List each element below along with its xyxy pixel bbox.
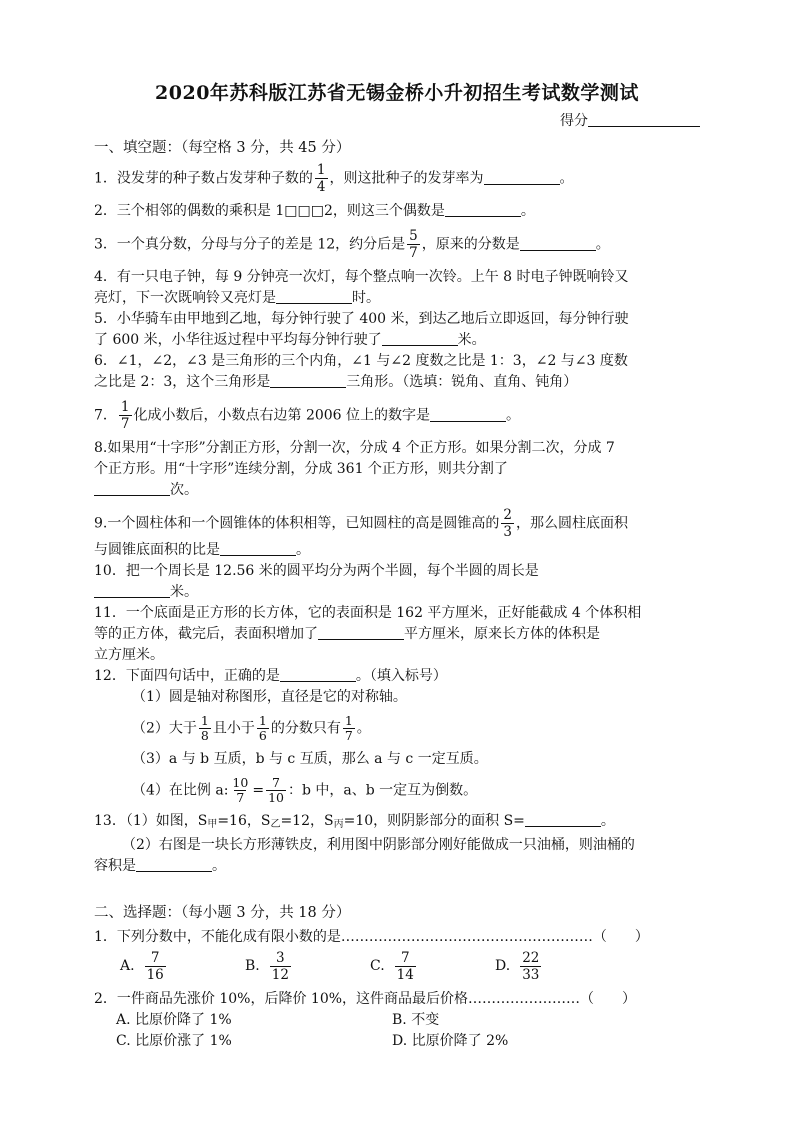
q1-8-line3-post: 次。 [170,482,198,498]
q1-6-line2-post: 三角形。（选填：锐角、直角、钝角） [346,374,578,390]
page-title: 2020年苏科版江苏省无锡金桥小升初招生考试数学测试 [155,82,639,104]
frac-den: 16 [146,967,164,983]
subscript: 甲 [207,819,218,830]
frac-num: 7 [272,775,280,790]
answer-blank[interactable] [136,856,212,872]
question-1-9 [94,507,700,561]
opt2-pre: （2）大于 [132,720,197,737]
section-2-heading: 二、选择题：（每小题 3 分，共 18 分） [94,905,351,921]
option-b[interactable] [245,950,370,983]
q2-2-options [94,1010,700,1052]
option-c[interactable] [370,950,495,983]
subscript: 乙 [270,819,281,830]
q1-9-post: ，那么圆柱底面积 [515,515,628,532]
q1-5-line1: 5．小华骑车由甲地到乙地，每分钟行驶了 400 米，到达乙地后立即返回，每分钟行驶 [94,311,629,327]
q1-11-line2-mid: 平方厘米，原来长方体的体积是 [404,626,600,642]
fraction [257,714,269,743]
q1-9-pre: 9.一个圆柱体和一个圆锥体的体积相等，已知圆柱的高是圆锥高的 [94,515,500,532]
q1-3-pre: 3．一个真分数，分母与分子的差是 12，约分后是 [94,236,406,253]
option-b[interactable]: B. 不变 [392,1012,440,1028]
option-label: B. [245,958,260,974]
option-label: D. [495,958,511,974]
q1-9-line2-pre: 与圆锥底面积的比是 [94,542,220,558]
q1-7-pre: 7． [94,407,117,424]
frac-num: 1 [120,399,130,415]
q1-11-line1: 11．一个底面是正方形的长方体，它的表面积是 162 平方厘米，正好能截成 4 个体积相 [94,605,642,621]
answer-blank[interactable] [94,480,170,496]
frac-den: 10 [268,790,284,805]
answer-blank[interactable] [445,201,521,217]
q2-2-stem: 2．一件商品先涨价 10%，后降价 10%，这件商品最后价格……………………（ ） [94,991,637,1007]
fraction [520,950,541,983]
q1-7-end: 。 [506,407,521,424]
frac-den: 6 [258,728,267,743]
frac-den: 7 [409,245,418,261]
fraction [199,714,211,743]
frac-den: 7 [120,416,130,432]
score-label: 得分 [560,113,588,129]
opt2-mid2: 的分数只有 [270,720,341,737]
opt2-end: 。 [356,720,371,737]
q1-4-line2-post: 时。 [352,290,380,306]
frac-num: 1 [316,162,326,178]
q1-1-end: 。 [559,170,574,187]
frac-den: 33 [522,967,540,983]
question-2-1 [94,927,700,983]
question-1-1 [94,162,700,195]
q1-13-line2: （2）右图是一块长方形薄铁皮，利用图中阴影部分刚好能做成一只油桶，则油桶的 [122,837,635,853]
q1-12-option-4 [94,776,700,805]
q1-10-line1: 10．把一个周长是 12.56 米的圆平均分为两个半圆，每个半圆的周长是 [94,563,539,579]
frac-num: 1 [200,713,209,728]
q1-12-option-2 [94,714,700,743]
fraction [315,162,328,195]
frac-den: 12 [271,967,289,983]
question-2-2 [94,989,700,1052]
option-d[interactable] [495,950,620,983]
fraction [266,776,286,805]
opt4-eq: = [252,782,265,799]
question-1-4 [94,267,700,309]
fraction [145,950,166,983]
q1-5-line2-post: 米。 [457,332,486,348]
frac-num: 3 [276,950,285,966]
fraction [407,228,420,261]
q1-1-pre: 1．没发芽的种子数占发芽种子数的 [94,170,313,187]
fraction [119,399,132,432]
fraction [501,507,514,540]
frac-den: 8 [200,728,209,743]
question-1-5 [94,309,700,351]
answer-blank[interactable] [280,666,356,682]
q1-7-post: 化成小数后，小数点右边第 2006 位上的数字是 [133,407,431,424]
fraction [270,950,291,983]
q1-8-line1: 8.如果用“十字形”分割正方形，分割一次，分成 4 个正方形。如果分割二次，分成 7 [94,440,615,456]
q2-1-stem: 1．下列分数中，不能化成有限小数的是………………………………………………（ ） [94,929,649,945]
q1-3-end: 。 [595,236,610,253]
q1-2-end: 。 [520,203,535,219]
q1-13-mid2: =12，S [280,813,334,829]
q1-12-stem-pre: 12．下面四句话中，正确的是 [94,668,280,684]
q1-6-line1: 6．∠1，∠2，∠3 是三角形的三个内角，∠1 与∠2 度数之比是 1：3，∠2 与∠3 度数 [94,353,628,369]
fraction [395,950,416,983]
score-field [94,110,700,132]
q1-13-end: 。 [600,813,615,829]
frac-num: 7 [150,950,160,966]
q1-1-post: ，则这批种子的发芽率为 [329,170,484,187]
q1-13-mid1: =16，S [217,813,271,829]
subscript: 丙 [333,819,344,830]
answer-blank[interactable] [318,624,404,640]
option-a[interactable] [120,950,245,983]
q1-4-line2-pre: 亮灯，下一次既响铃又亮灯是 [94,290,276,306]
answer-blank[interactable] [525,811,601,827]
frac-num: 2 [503,507,512,523]
q2-1-options [94,950,700,983]
q1-11-line2-pre: 等的正方体，截完后，表面积增加了 [94,626,318,642]
answer-blank[interactable] [94,582,170,598]
q1-6-line2-pre: 之比是 2：3，这个三角形是 [94,374,271,390]
q1-13-line3-end: 。 [212,858,226,874]
q1-9-line2-post: 。 [296,542,310,558]
q1-13-line3-pre: 容积是 [94,858,136,874]
opt4-post: ：b 中，a、b 一定互为倒数。 [287,782,478,799]
q1-10-line2-post: 米。 [170,584,198,600]
frac-num: 22 [522,950,540,966]
fraction [230,776,250,805]
frac-den: 4 [316,179,326,195]
answer-blank[interactable] [484,169,560,185]
fraction [343,714,355,743]
score-blank[interactable] [588,110,700,127]
frac-num: 1 [344,713,353,728]
opt4-pre: （4）在比例 a: [132,782,229,799]
frac-den: 3 [503,524,512,540]
q1-3-post: ，原来的分数是 [421,236,520,253]
question-1-2 [94,201,700,222]
option-d[interactable]: D. 比原价降了 2% [392,1033,509,1049]
q1-13-pre: 13．（1）如图，S [94,813,208,829]
question-1-12 [94,666,700,805]
question-1-3 [94,228,700,261]
frac-num: 10 [232,775,249,790]
frac-num: 7 [400,950,410,966]
q1-2-text: 2．三个相邻的偶数的乘积是 1□□□2，则这三个偶数是 [94,203,445,219]
option-label: A. [120,958,135,974]
q1-12-option-1: （1）圆是轴对称图形，直径是它的对称轴。 [132,689,407,705]
question-1-11 [94,603,700,666]
answer-blank[interactable] [430,406,506,422]
answer-blank[interactable] [382,330,458,346]
answer-blank[interactable] [220,540,296,556]
frac-num: 5 [409,228,418,244]
q1-12-stem-post: 。（填入标号） [355,668,447,684]
frac-den: 7 [236,790,245,805]
question-1-10 [94,561,700,603]
question-1-6 [94,351,700,393]
q1-5-line2-pre: 了 600 米，小华往返过程中平均每分钟行驶了 [94,332,382,348]
q1-4-line1: 4．有一只电子钟，每 9 分钟亮一次灯，每个整点响一次铃。上午 8 时电子钟既响铃又 [94,269,629,285]
option-c[interactable]: C. 比原价涨了 1% [116,1033,232,1049]
question-1-8 [94,438,700,501]
option-label: C. [370,958,385,974]
option-a[interactable]: A. 比原价降了 1% [116,1012,232,1028]
q1-12-option-3: （3）a 与 b 互质，b 与 c 互质，那么 a 与 c 一定互质。 [132,751,488,767]
question-1-7 [94,399,700,432]
frac-den: 7 [344,728,353,743]
q1-11-line3: 立方厘米。 [94,647,164,663]
answer-blank[interactable] [270,372,346,388]
opt2-mid: 且小于 [212,720,255,737]
frac-num: 1 [258,713,267,728]
q1-8-line2: 个正方形。用“十字形”连续分割，分成 361 个正方形，则共分割了 [94,461,508,477]
answer-blank[interactable] [276,288,352,304]
question-1-13 [94,811,700,877]
section-1-heading: 一、填空题：（每空格 3 分，共 45 分） [94,140,351,156]
q1-13-mid3: =10，则阴影部分的面积 S= [343,813,525,829]
answer-blank[interactable] [520,235,596,251]
frac-den: 14 [396,967,414,983]
